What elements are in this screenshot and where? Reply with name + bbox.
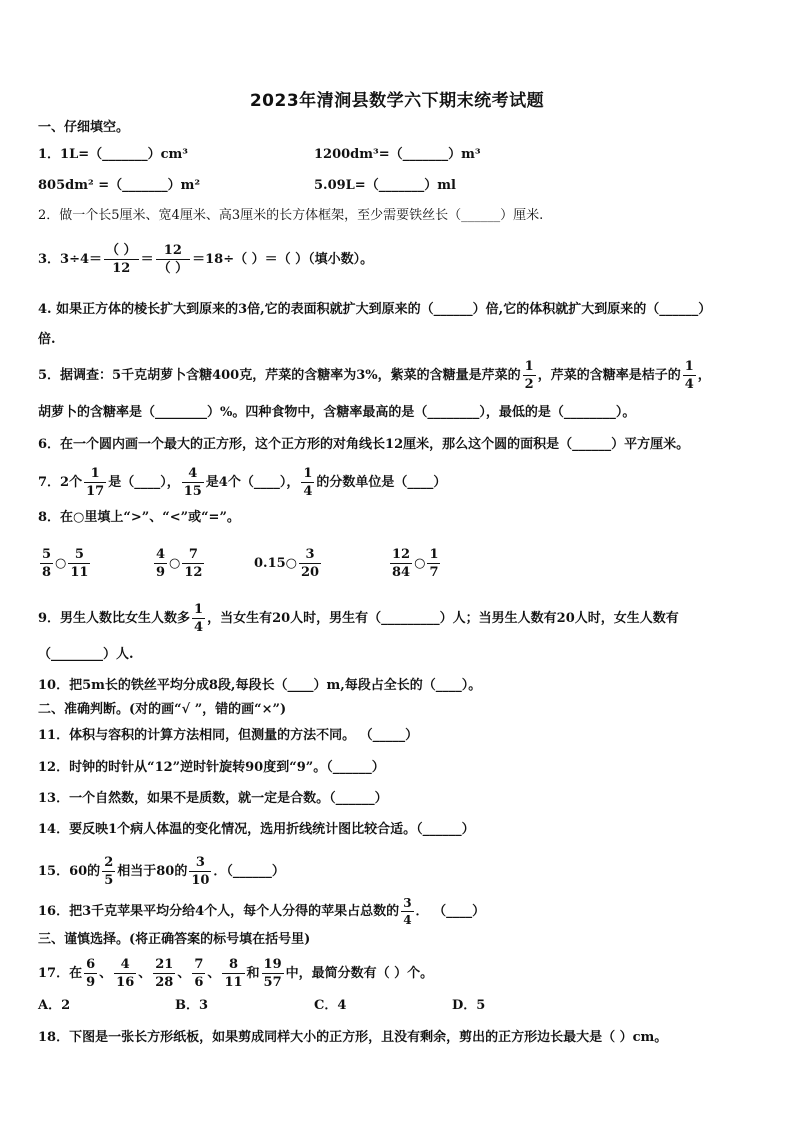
fraction-denominator: 28: [155, 975, 174, 990]
fraction-denominator: 17: [86, 484, 105, 499]
fraction-denominator: 9: [86, 975, 96, 990]
fraction-numerator: 4: [120, 957, 130, 972]
question-7-fraction-2: [182, 467, 204, 498]
question-17-and: 和: [246, 965, 260, 981]
fraction-bar: [301, 482, 314, 483]
question-7-text-4: 的分数单位是（____）: [316, 474, 447, 490]
question-1-number: 1．: [38, 147, 61, 162]
fraction-numerator: 7: [194, 957, 204, 972]
fraction-bar: [401, 911, 413, 912]
fraction-numerator: （ ）: [106, 243, 137, 258]
question-9-line-1: [38, 603, 679, 634]
fraction-denominator: 15: [183, 484, 202, 499]
fraction-denominator: 16: [116, 975, 135, 990]
question-3-prefix: 3．3÷4＝: [38, 251, 103, 267]
compare-circle[interactable]: ○: [55, 555, 67, 571]
fraction-denominator: （ ）: [157, 261, 189, 276]
fraction-denominator: 12: [184, 565, 203, 580]
question-7-fraction-1: [84, 467, 106, 498]
compare-left-fraction: [40, 548, 53, 579]
question-17: [38, 958, 433, 989]
compare-item-1: [38, 548, 92, 579]
fraction-denominator: 7: [429, 565, 439, 580]
question-17-text-2: 中，最简分数有（ ）个。: [285, 965, 434, 981]
question-9-text-2: ，当女生有20人时，男生有（_________）人；当男生人数有20人时，女生人数有: [207, 610, 679, 626]
compare-item-2: [152, 548, 206, 579]
question-16-text-1: 16．把3千克苹果平均分给4个人，每个人分得的苹果占总数的: [38, 903, 400, 919]
fraction-bar: [427, 563, 440, 564]
compare-right-fraction: [182, 548, 204, 579]
fraction-denominator: 20: [301, 565, 320, 580]
fraction-numerator: 1: [90, 466, 100, 481]
question-7-text-3: 是4个（____），: [205, 474, 300, 490]
fraction-denominator: 5: [104, 873, 114, 888]
question-17-text-1: 17．在: [38, 965, 83, 981]
question-3-fraction-1: [104, 244, 139, 275]
question-3-suffix: ＝18÷（ ）＝（ ）（填小数）。: [192, 251, 374, 267]
question-16-text-2: ． （____）: [415, 903, 486, 919]
fraction-numerator: 8: [228, 957, 238, 972]
question-9-fraction: [192, 603, 205, 634]
question-15-text-1: 15．60的: [38, 863, 101, 879]
page-title: 2023年清涧县数学六下期末统考试题: [249, 91, 545, 111]
question-1-a: 1L=（_______）cm³: [60, 147, 188, 162]
question-15-fraction-1: [102, 856, 115, 887]
question-7-text-1: 7．2个: [38, 474, 83, 490]
fraction-numerator: 1: [194, 602, 204, 617]
question-17-fraction-4: [192, 958, 205, 989]
fraction-bar: [182, 482, 204, 483]
question-5-fraction-2: [683, 360, 696, 391]
separator: 、: [138, 965, 152, 981]
compare-left-fraction: [154, 548, 167, 579]
fraction-numerator: 7: [188, 547, 198, 562]
question-15-text-2: 相当于80的: [117, 863, 188, 879]
question-17-fraction-5: [222, 958, 244, 989]
fraction-numerator: 3: [305, 547, 315, 562]
question-11: 11．体积与容积的计算方法相同，但测量的方法不同。 （_____）: [38, 728, 419, 743]
fraction-bar: [84, 482, 106, 483]
fraction-bar: [189, 871, 211, 872]
question-5-text-2: ，芹菜的含糖率是桔子的: [537, 367, 681, 383]
fraction-numerator: 1: [429, 547, 439, 562]
fraction-numerator: 3: [195, 855, 205, 870]
fraction-bar: [523, 375, 536, 376]
question-3-fraction-2: [156, 244, 191, 275]
question-13: 13．一个自然数，如果不是质数，就一定是合数。（______）: [38, 791, 388, 806]
separator: 、: [99, 965, 113, 981]
question-6: 6．在一个圆内画一个最大的正方形，这个正方形的对角线长12厘米，那么这个圆的面积是（______）平方厘米。: [38, 437, 690, 452]
question-5-text-1: 5．据调查：5千克胡萝卜含糖400克，芹菜的含糖率为3%，紫菜的含糖量是芹菜的: [38, 367, 521, 383]
fraction-bar: [222, 973, 244, 974]
fraction-numerator: 1: [303, 466, 313, 481]
fraction-bar: [153, 973, 175, 974]
fraction-numerator: 12: [163, 243, 182, 258]
fraction-denominator: 10: [191, 873, 210, 888]
fraction-denominator: 8: [42, 565, 52, 580]
fraction-denominator: 4: [194, 620, 204, 635]
fraction-bar: [192, 973, 205, 974]
fraction-numerator: 21: [155, 957, 174, 972]
fraction-numerator: 12: [392, 547, 411, 562]
fraction-denominator: 6: [194, 975, 204, 990]
fraction-bar: [262, 973, 284, 974]
fraction-denominator: 57: [263, 975, 282, 990]
fraction-bar: [683, 375, 696, 376]
fraction-bar: [84, 973, 97, 974]
fraction-denominator: 9: [156, 565, 166, 580]
fraction-bar: [182, 563, 204, 564]
question-4-line-2: 倍.: [38, 332, 56, 347]
question-15: [38, 856, 285, 887]
fraction-bar: [156, 259, 191, 260]
question-12: 12．时钟的时针从“12”逆时针旋转90度到“9”。（______）: [38, 760, 385, 775]
fraction-numerator: 6: [86, 957, 96, 972]
option-d[interactable]: D．5: [452, 998, 486, 1013]
option-c[interactable]: C．4: [314, 998, 347, 1013]
compare-right-fraction: [427, 548, 440, 579]
question-8: 8．在○里填上“>”、“<”或“=”。: [38, 510, 240, 525]
fraction-bar: [192, 618, 205, 619]
question-1-c: 805dm² =（_______）m²: [38, 178, 201, 193]
section-heading-choice: 三、谨慎选择。(将正确答案的标号填在括号里): [38, 932, 311, 947]
fraction-numerator: 2: [104, 855, 114, 870]
question-3-equals: ＝: [140, 251, 154, 267]
fraction-bar: [154, 563, 167, 564]
question-15-fraction-2: [189, 856, 211, 887]
question-1-b: 1200dm³=（_______）m³: [314, 147, 481, 162]
question-9-line-2: （________）人.: [38, 647, 134, 662]
question-1-row-1: [38, 145, 188, 165]
fraction-numerator: 3: [403, 896, 412, 910]
question-14: 14．要反映1个病人体温的变化情况，选用折线统计图比较合适。（______）: [38, 822, 475, 837]
fraction-denominator: 84: [392, 565, 411, 580]
fraction-denominator: 4: [303, 484, 313, 499]
section-heading-fill: 一、仔细填空。: [38, 120, 130, 135]
question-4-line-1: 4. 如果正方体的棱长扩大到原来的3倍,它的表面积就扩大到原来的（______）倍,它的体积就扩大到原来的（______）: [38, 302, 712, 317]
separator: 、: [177, 965, 191, 981]
compare-left-decimal: 0.15: [254, 555, 286, 571]
fraction-numerator: 19: [263, 957, 282, 972]
option-a[interactable]: A．2: [38, 998, 71, 1013]
fraction-numerator: 1: [524, 359, 534, 374]
question-17-fraction-2: [114, 958, 136, 989]
compare-circle[interactable]: ○: [414, 555, 426, 571]
compare-left-fraction: [390, 548, 412, 579]
question-5-line-1: [38, 360, 711, 391]
fraction-bar: [390, 563, 412, 564]
compare-right-fraction: [68, 548, 90, 579]
fraction-bar: [68, 563, 90, 564]
compare-circle[interactable]: ○: [285, 555, 298, 571]
question-5-line-2: 胡萝卜的含糖率是（________）%。四种食物中，含糖率最高的是（________），最低的是（________）。: [38, 405, 636, 420]
question-2: 2．做一个长5厘米、宽4厘米、高3厘米的长方体框架，至少需要铁丝长（______）厘米.: [38, 208, 544, 223]
question-5-fraction-1: [523, 360, 536, 391]
compare-item-3: [254, 548, 323, 579]
fraction-numerator: 5: [42, 547, 52, 562]
question-5-text-3: ，: [697, 367, 711, 383]
fraction-numerator: 5: [74, 547, 84, 562]
fraction-bar: [40, 563, 53, 564]
fraction-numerator: 1: [684, 359, 694, 374]
fraction-numerator: 4: [188, 466, 198, 481]
section-heading-judge: 二、准确判断。(对的画“√ ”，错的画“×”): [38, 702, 287, 717]
fraction-denominator: 11: [70, 565, 89, 580]
fraction-numerator: 4: [156, 547, 166, 562]
question-9-text-1: 9．男生人数比女生人数多: [38, 610, 191, 626]
question-7: [38, 467, 446, 498]
fraction-bar: [104, 259, 139, 260]
question-10: 10．把5m长的铁丝平均分成8段,每段长（____）m,每段占全长的（____）。: [38, 678, 482, 693]
question-7-fraction-3: [301, 467, 314, 498]
question-7-text-2: 是（____），: [108, 474, 180, 490]
fraction-denominator: 12: [112, 261, 131, 276]
question-1-d: 5.09L=（_______）ml: [314, 178, 456, 193]
compare-right-fraction: [299, 548, 321, 579]
question-17-fraction-3: [153, 958, 175, 989]
fraction-bar: [299, 563, 321, 564]
question-18: 18．下图是一张长方形纸板，如果剪成同样大小的正方形，且没有剩余，剪出的正方形边长最大是（ ）cm。: [38, 1030, 668, 1045]
fraction-denominator: 11: [224, 975, 243, 990]
fraction-denominator: 4: [403, 913, 412, 927]
question-16: [38, 897, 485, 926]
fraction-denominator: 2: [524, 377, 534, 392]
fraction-bar: [114, 973, 136, 974]
question-16-fraction: [401, 897, 413, 926]
compare-item-4: [388, 548, 442, 579]
question-17-fraction-6: [262, 958, 284, 989]
question-17-fraction-1: [84, 958, 97, 989]
fraction-denominator: 4: [684, 377, 694, 392]
separator: 、: [207, 965, 221, 981]
option-b[interactable]: B．3: [175, 998, 209, 1013]
compare-circle[interactable]: ○: [169, 555, 181, 571]
fraction-bar: [102, 871, 115, 872]
question-3: [38, 244, 373, 275]
question-15-text-3: ．（______）: [213, 863, 285, 879]
